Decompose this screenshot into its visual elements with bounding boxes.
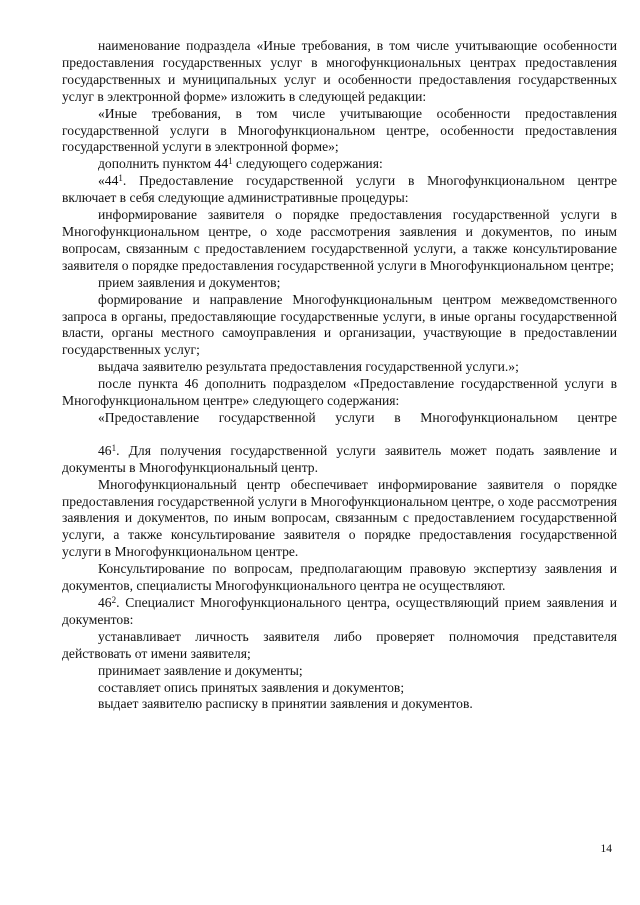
superscript: 1 (118, 173, 123, 184)
paragraph-new-title-quote: «Иные требования, в том числе учитывающие особенности предоставления государственной услуги в Многофункциональном центре, особенности предоставления государственной услуги в электронной форме»; (62, 105, 617, 155)
paragraph-mfc-informing: Многофункциональный центр обеспечивает информирование заявителя о порядке предоставления государственной услуги в Многофункциональном центре, о ходе рассмотрения заявления и документов, по иным вопросам, связанным с предоставлением государственной услуги, а также консультирование заявителя о порядке предоставления государственной услуги в Многофункциональном центре. (62, 476, 617, 560)
paragraph-after-point-46: после пункта 46 дополнить подразделом «Предоставление государственной услуги в Многофункциональном центре» следующего содержания: (62, 376, 617, 409)
paragraph-informing: информирование заявителя о порядке предоставления государственной услуги в Многофункциональном центре, о ходе рассмотрения заявления и документов, по иным вопросам, связанным с предоставлением государственной услуги, а также консультирование заявителя о порядке предоставления государственной услуги в Многофункциональном центре; (62, 207, 617, 273)
paragraph-inventory: составляет опись принятых заявления и документов; (98, 679, 405, 695)
paragraph-reception: прием заявления и документов; (98, 274, 281, 290)
paragraph-point-44-1: «$44^1$. Предоставление государственной услуги в Многофункциональном центре включает в себя следующие административные процедуры: (62, 173, 617, 206)
paragraph-consulting-limits: Консультирование по вопросам, предполагающим правовую экспертизу заявления и документов, специалисты Многофункционального центра не осуществляют. (62, 561, 617, 594)
paragraph-accepts-documents: принимает заявление и документы; (98, 662, 303, 678)
subsection-heading: «Предоставление государственной услуги в Многофункциональном центре (98, 409, 617, 425)
paragraph-subsection-rename: наименование подраздела «Иные требования, в том числе учитывающие особенности предоставления государственных услуг в многофункциональных центрах предоставления государственных и муниципальных услуг и особенности предоставления государственных услуг в электронной форме» изложить в следующей редакции: (62, 38, 617, 104)
blank-line (62, 427, 617, 443)
paragraph-add-point-44-1: дополнить пунктом $44^1$ следующего содержания: (98, 156, 383, 172)
superscript: 1 (111, 442, 117, 453)
paragraph-point-46-2: $46^2$. Специалист Многофункционального центра, осуществляющий прием заявления и документов: (62, 595, 617, 627)
paragraph-issuance: выдача заявителю результата предоставления государственной услуги.»; (98, 359, 519, 375)
superscript: 2 (111, 595, 117, 605)
superscript: 1 (228, 156, 233, 167)
paragraph-point-46-1: $46^1$. Для получения государственной услуги заявитель может подать заявление и документы в Многофункциональный центр. (62, 442, 617, 475)
paragraph-receipt: выдает заявителю расписку в принятии заявления и документов. (98, 696, 473, 712)
paragraph-identity-check: устанавливает личность заявителя либо проверяет полномочия представителя действовать от имени заявителя; (62, 628, 617, 661)
paragraph-interagency-request: формирование и направление Многофункциональным центром межведомственного запроса в органы, предоставляющие государственные услуги, в иные органы государственной власти, органы местного самоуправления и организации, участвующие в предоставлении государственных услуг; (62, 291, 617, 358)
page-number: 14 (600, 843, 612, 856)
